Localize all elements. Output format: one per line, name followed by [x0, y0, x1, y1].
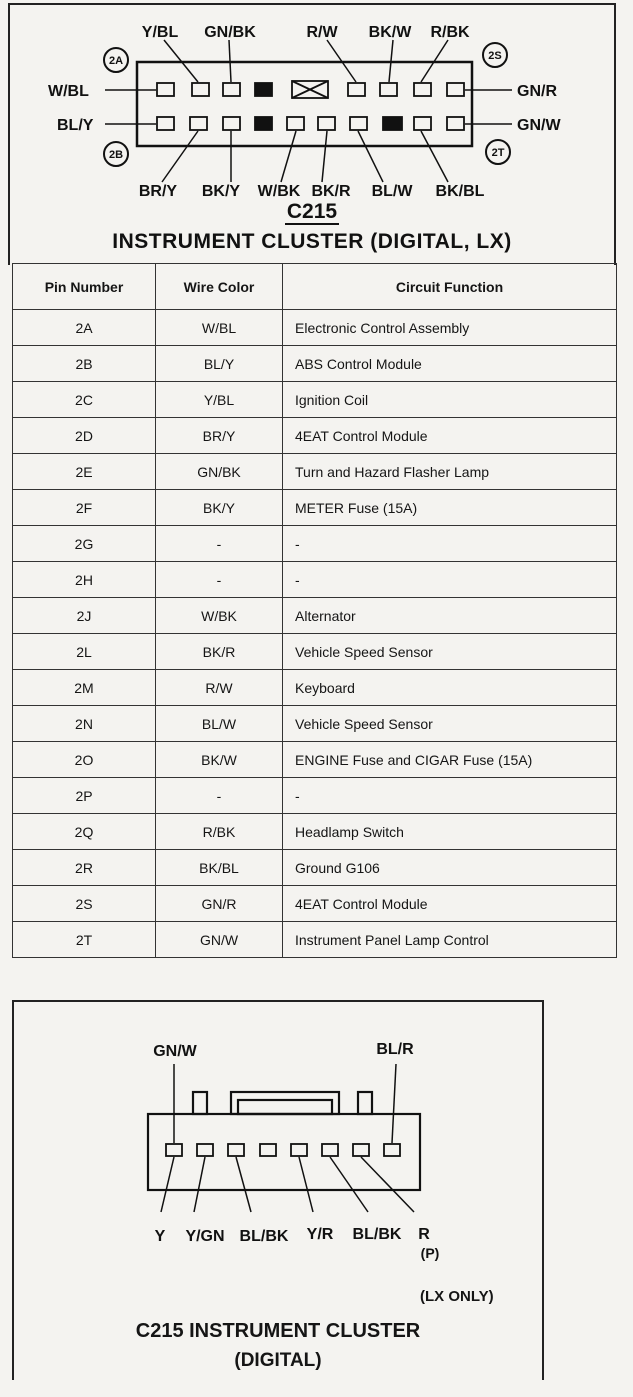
pin-table — [12, 263, 617, 958]
wire-sub-label: (P) — [420, 1245, 440, 1261]
pin-number-cell: 2C — [13, 382, 156, 418]
wire-color-cell: BR/Y — [156, 418, 283, 454]
table-row — [13, 778, 617, 814]
circuit-function-cell: Electronic Control Assembly — [283, 310, 617, 346]
circuit-function-cell: Headlamp Switch — [283, 814, 617, 850]
wire-color-cell: Y/BL — [156, 382, 283, 418]
wire-label: GN/W — [153, 1043, 197, 1060]
pin-number-cell: 2O — [13, 742, 156, 778]
diagram-title: INSTRUMENT CLUSTER (DIGITAL, LX) — [112, 230, 512, 253]
pin-number-cell: 2A — [13, 310, 156, 346]
wire-color-cell: - — [156, 526, 283, 562]
wire-label: GN/R — [517, 83, 557, 100]
wire-color-cell: GN/W — [156, 922, 283, 958]
wire-color-cell: BK/Y — [156, 490, 283, 526]
wire-color-cell: GN/BK — [156, 454, 283, 490]
wire-label: R — [418, 1226, 430, 1243]
circuit-function-cell: ENGINE Fuse and CIGAR Fuse (15A) — [283, 742, 617, 778]
table-row — [13, 634, 617, 670]
pin-number-cell: 2N — [13, 706, 156, 742]
header-circuit-function: Circuit Function — [283, 264, 617, 310]
wire-color-cell: GN/R — [156, 886, 283, 922]
pin-number-cell: 2T — [13, 922, 156, 958]
wire-color-cell: BK/R — [156, 634, 283, 670]
wire-color-cell: BL/Y — [156, 346, 283, 382]
pin-number-cell: 2R — [13, 850, 156, 886]
bottom-connector-diagram — [0, 1000, 633, 1290]
pin-number-cell: 2P — [13, 778, 156, 814]
wire-label: BL/W — [371, 183, 413, 200]
wire-color-cell: W/BK — [156, 598, 283, 634]
bottom-diagram-title: C215 INSTRUMENT CLUSTER — [135, 1320, 421, 1342]
wire-label: R/BK — [430, 24, 470, 41]
table-row — [13, 490, 617, 526]
connector-id — [8, 200, 616, 224]
bottom-diagram-subtitle: (DIGITAL) — [234, 1350, 322, 1371]
pin-number-cell: 2D — [13, 418, 156, 454]
table-row — [13, 562, 617, 598]
wire-label: Y/BL — [141, 24, 179, 41]
circuit-function-cell: - — [283, 526, 617, 562]
circuit-function-cell: - — [283, 778, 617, 814]
table-row — [13, 922, 617, 958]
wire-label: Y — [154, 1228, 166, 1245]
table-row — [13, 886, 617, 922]
wire-color-cell: R/BK — [156, 814, 283, 850]
wire-color-cell: BK/W — [156, 742, 283, 778]
table-row — [13, 598, 617, 634]
wire-label: Y/R — [306, 1226, 334, 1243]
circuit-function-cell: Turn and Hazard Flasher Lamp — [283, 454, 617, 490]
circuit-function-cell: ABS Control Module — [283, 346, 617, 382]
table-row — [13, 670, 617, 706]
wire-color-cell: W/BL — [156, 310, 283, 346]
pin-number-cell: 2L — [13, 634, 156, 670]
wire-label: BL/Y — [57, 117, 94, 134]
table-row — [13, 706, 617, 742]
table-row — [13, 850, 617, 886]
connector-latch-inner — [238, 1100, 332, 1114]
wire-label: BK/BL — [435, 183, 485, 200]
wire-label: BK/W — [368, 24, 412, 41]
table-row — [13, 346, 617, 382]
table-header-row — [13, 264, 617, 310]
circuit-function-cell: Alternator — [283, 598, 617, 634]
wire-label: BR/Y — [138, 183, 178, 200]
wire-label: GN/BK — [204, 24, 256, 41]
circuit-function-cell: Vehicle Speed Sensor — [283, 634, 617, 670]
connector-latch — [231, 1092, 339, 1114]
wire-label: W/BK — [257, 183, 301, 200]
table-row — [13, 418, 617, 454]
wire-label: BK/Y — [201, 183, 241, 200]
pin-number-cell: 2F — [13, 490, 156, 526]
table-row — [13, 454, 617, 490]
table-body — [13, 310, 617, 958]
header-wire-color: Wire Color — [156, 264, 283, 310]
wire-color-cell: R/W — [156, 670, 283, 706]
pin-marker: 2B — [108, 149, 124, 161]
circuit-function-cell: - — [283, 562, 617, 598]
table-row — [13, 526, 617, 562]
wire-color-cell: BK/BL — [156, 850, 283, 886]
top-connector-diagram — [0, 0, 633, 205]
wire-label: BL/R — [376, 1041, 414, 1058]
pin-number-cell: 2H — [13, 562, 156, 598]
wire-label: BL/BK — [352, 1226, 402, 1243]
pin-marker: 2T — [491, 147, 505, 159]
circuit-function-cell: Ground G106 — [283, 850, 617, 886]
connector-id-text: C215 — [286, 200, 338, 223]
connector-tab — [193, 1092, 207, 1114]
pin-number-cell: 2S — [13, 886, 156, 922]
connector-tab — [358, 1092, 372, 1114]
wire-color-cell: - — [156, 562, 283, 598]
pin-number-cell: 2J — [13, 598, 156, 634]
lower-pin-row — [157, 117, 464, 130]
circuit-function-cell: METER Fuse (15A) — [283, 490, 617, 526]
pin-number-cell: 2G — [13, 526, 156, 562]
connector-body — [148, 1114, 420, 1190]
wire-label: Y/GN — [185, 1228, 225, 1245]
pin-marker: 2S — [488, 50, 502, 62]
lx-only-note: (LX ONLY) — [420, 1288, 494, 1305]
circuit-function-cell: Keyboard — [283, 670, 617, 706]
pin-number-cell: 2Q — [13, 814, 156, 850]
wire-label: W/BL — [48, 83, 89, 100]
table-row — [13, 742, 617, 778]
table-row — [13, 310, 617, 346]
pin-number-cell: 2M — [13, 670, 156, 706]
upper-pin-row — [157, 81, 464, 98]
circuit-function-cell: 4EAT Control Module — [283, 886, 617, 922]
pin-marker: 2A — [108, 55, 124, 67]
pin-row — [166, 1144, 400, 1156]
circuit-function-cell: 4EAT Control Module — [283, 418, 617, 454]
wire-label: R/W — [306, 24, 338, 41]
wire-color-cell: BL/W — [156, 706, 283, 742]
wire-label: BL/BK — [239, 1228, 289, 1245]
wire-label: GN/W — [517, 117, 561, 134]
wire-color-cell: - — [156, 778, 283, 814]
header-pin-number: Pin Number — [13, 264, 156, 310]
pin-number-cell: 2B — [13, 346, 156, 382]
circuit-function-cell: Instrument Panel Lamp Control — [283, 922, 617, 958]
pin-number-cell: 2E — [13, 454, 156, 490]
table-row — [13, 382, 617, 418]
table-row — [13, 814, 617, 850]
wire-label: BK/R — [311, 183, 351, 200]
circuit-function-cell: Ignition Coil — [283, 382, 617, 418]
circuit-function-cell: Vehicle Speed Sensor — [283, 706, 617, 742]
